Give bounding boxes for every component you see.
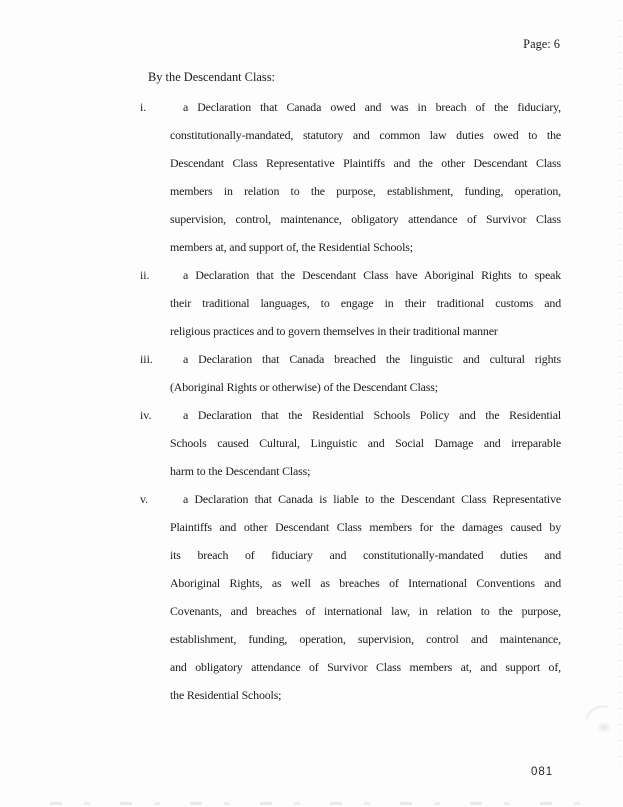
text-line: their traditional languages, to engage in their traditional customs and: [170, 296, 561, 310]
list-item: [140, 93, 561, 261]
list-item: [140, 261, 561, 345]
text-line: and obligatory attendance of Survivor Class members at, and support of,: [170, 660, 561, 674]
scan-artifact: [578, 699, 623, 748]
text-line: ii. a Declaration that the Descendant Class have Aboriginal Rights to speak: [170, 261, 561, 289]
text-line: members at, and support of, the Residential Schools;: [170, 240, 413, 254]
text-line: the Residential Schools;: [170, 688, 282, 702]
scan-artifact: [596, 722, 612, 733]
scan-artifact: [50, 802, 583, 805]
text-line: constitutionally-mandated, statutory and common law duties owed to the: [170, 128, 561, 142]
text-line: v. a Declaration that Canada is liable to the Descendant Class Representative: [170, 485, 561, 513]
list-item-marker: iii.: [140, 352, 153, 366]
text-line: Covenants, and breaches of international law, in relation to the purpose,: [170, 604, 561, 618]
list-item-marker: i.: [140, 100, 147, 114]
section-heading: By the Descendant Class:: [148, 70, 275, 84]
text-line: Plaintiffs and other Descendant Class members for the damages caused by: [170, 520, 561, 534]
bates-stamp: 081: [531, 766, 554, 778]
list-item: [140, 345, 561, 401]
text-line: members in relation to the purpose, establishment, funding, operation,: [170, 184, 561, 198]
text-line: (Aboriginal Rights or otherwise) of the Descendant Class;: [170, 380, 438, 394]
text-line: Schools caused Cultural, Linguistic and Social Damage and irreparable: [170, 436, 561, 450]
scan-artifact: [619, 20, 622, 767]
text-line: iv. a Declaration that the Residential Schools Policy and the Residential: [170, 401, 561, 429]
list-item-marker: ii.: [140, 268, 150, 282]
text-line: religious practices and to govern themselves in their traditional manner: [170, 324, 498, 338]
text-line: Descendant Class Representative Plaintiffs and the other Descendant Class: [170, 156, 561, 170]
text-line: i. a Declaration that Canada owed and was in breach of the fiduciary,: [170, 93, 561, 121]
list-item-marker: iv.: [140, 408, 152, 422]
text-line: establishment, funding, operation, supervision, control and maintenance,: [170, 632, 561, 646]
text-line: iii. a Declaration that Canada breached the linguistic and cultural rights: [170, 345, 561, 373]
text-line: supervision, control, maintenance, obligatory attendance of Survivor Class: [170, 212, 561, 226]
text-line: Aboriginal Rights, as well as breaches of International Conventions and: [170, 576, 561, 590]
text-line: harm to the Descendant Class;: [170, 464, 311, 478]
page-number-label: Page: 6: [523, 37, 560, 51]
list-item-marker: v.: [140, 492, 149, 506]
list-item: [140, 401, 561, 485]
text-line: its breach of fiduciary and constitutionally-mandated duties and: [170, 548, 561, 562]
declaration-list: [140, 93, 561, 709]
list-item: [140, 485, 561, 709]
